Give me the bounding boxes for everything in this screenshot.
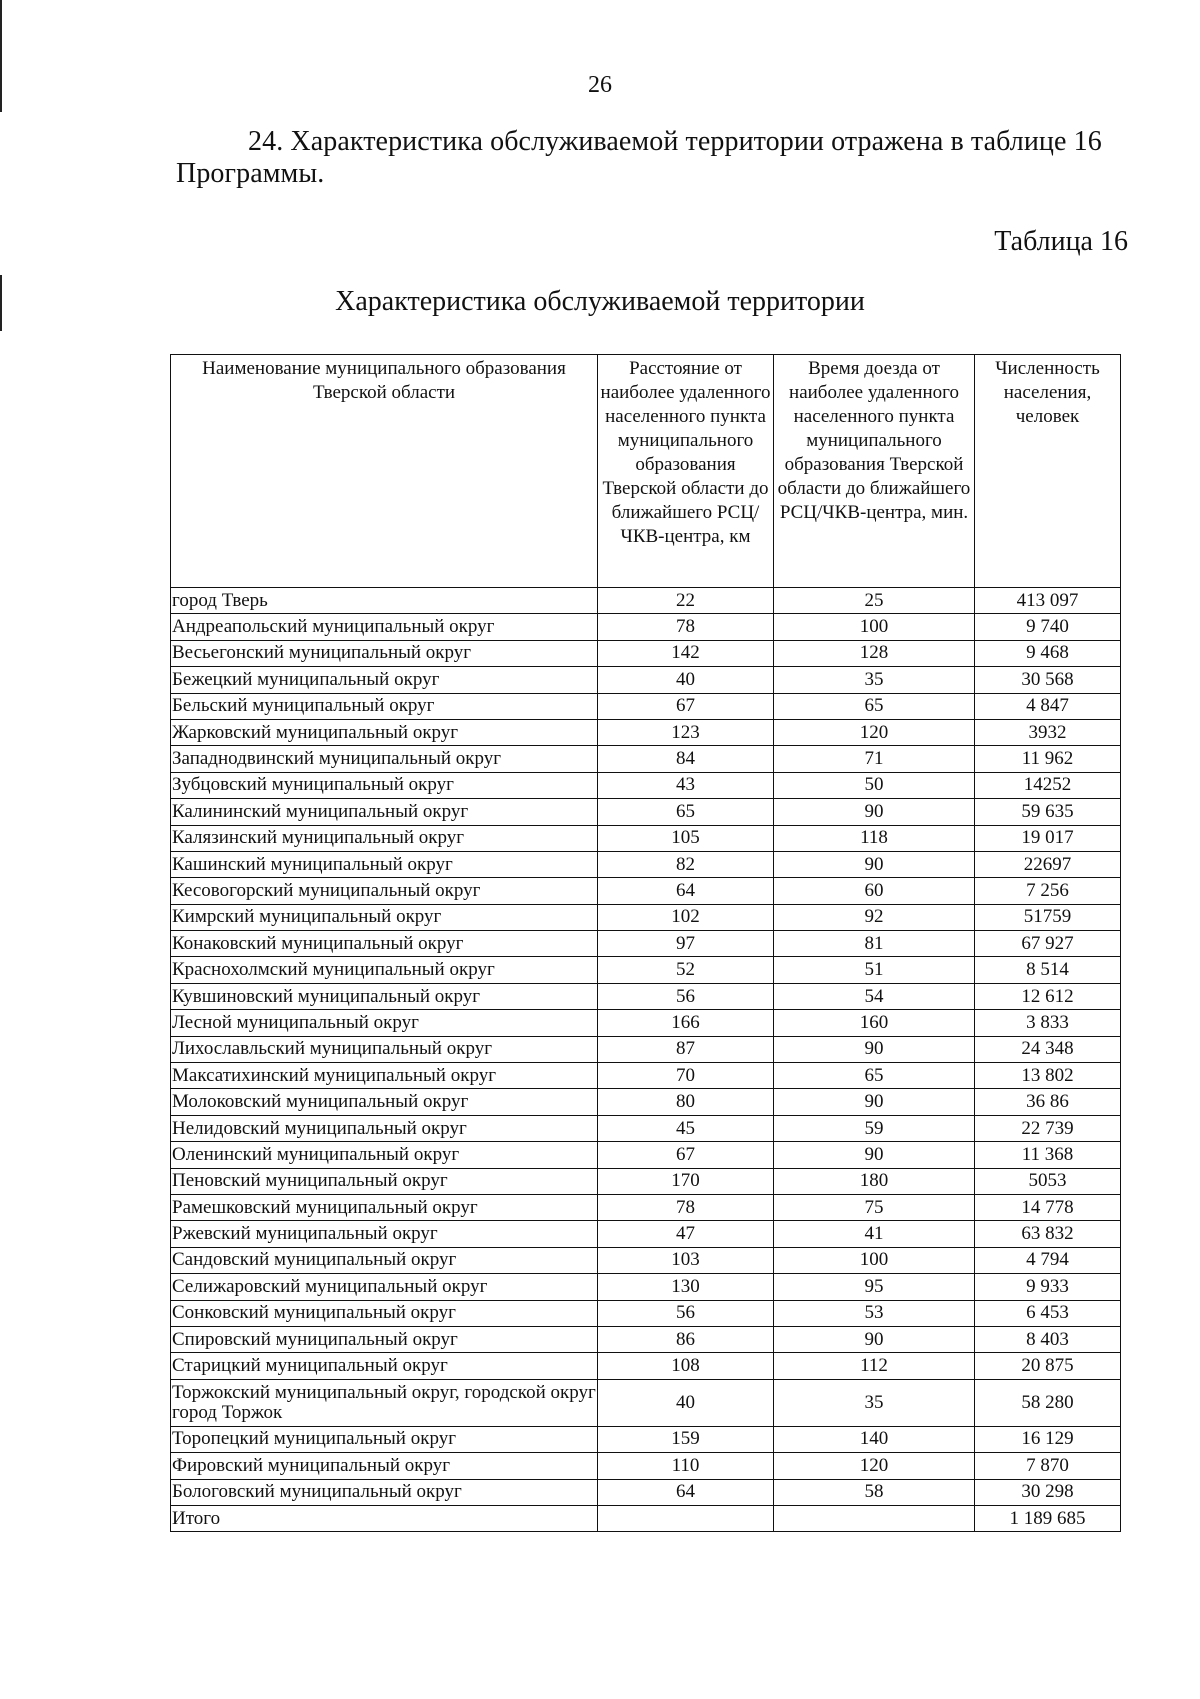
- distance-cell: 166: [598, 1010, 774, 1036]
- travel-time-cell: 59: [774, 1115, 975, 1141]
- distance-cell: 56: [598, 1300, 774, 1326]
- distance-cell: 67: [598, 693, 774, 719]
- municipality-cell: Кашинский муниципальный округ: [171, 851, 598, 877]
- table-row: [171, 1036, 1121, 1062]
- table-row: [171, 825, 1121, 851]
- distance-cell: 86: [598, 1326, 774, 1352]
- distance-cell: 47: [598, 1221, 774, 1247]
- municipality-cell: Молоковский муниципальный округ: [171, 1089, 598, 1115]
- travel-time-cell: 90: [774, 1089, 975, 1115]
- travel-time-cell: 60: [774, 878, 975, 904]
- table-label: Таблица 16: [994, 226, 1128, 257]
- population-cell: 30 298: [975, 1479, 1121, 1505]
- table-row: [171, 1063, 1121, 1089]
- municipality-cell: Бельский муниципальный округ: [171, 693, 598, 719]
- population-cell: 63 832: [975, 1221, 1121, 1247]
- distance-cell: 80: [598, 1089, 774, 1115]
- travel-time-cell: 140: [774, 1426, 975, 1452]
- table-row: [171, 1379, 1121, 1426]
- municipality-cell: Селижаровский муниципальный округ: [171, 1274, 598, 1300]
- travel-time-cell: 50: [774, 772, 975, 798]
- travel-time-cell: 112: [774, 1353, 975, 1379]
- municipality-cell: Торжокский муниципальный округ, городской округ город Торжок: [171, 1379, 598, 1426]
- municipality-cell: Жарковский муниципальный округ: [171, 719, 598, 745]
- distance-cell: 43: [598, 772, 774, 798]
- distance-cell: 170: [598, 1168, 774, 1194]
- travel-time-cell: 65: [774, 693, 975, 719]
- population-cell: 19 017: [975, 825, 1121, 851]
- municipality-cell: Калининский муниципальный округ: [171, 799, 598, 825]
- municipality-cell: Торопецкий муниципальный округ: [171, 1426, 598, 1452]
- distance-cell: 130: [598, 1274, 774, 1300]
- travel-time-cell: 35: [774, 667, 975, 693]
- distance-cell: 40: [598, 1379, 774, 1426]
- table-row: [171, 1089, 1121, 1115]
- table-row: [171, 799, 1121, 825]
- table-row: [171, 667, 1121, 693]
- distance-cell: 82: [598, 851, 774, 877]
- population-cell: 3 833: [975, 1010, 1121, 1036]
- population-cell: 22697: [975, 851, 1121, 877]
- table-body: [171, 588, 1121, 1532]
- municipality-cell: Итого: [171, 1505, 598, 1531]
- municipality-cell: Бежецкий муниципальный округ: [171, 667, 598, 693]
- population-cell: 8 403: [975, 1326, 1121, 1352]
- municipality-cell: Фировский муниципальный округ: [171, 1453, 598, 1479]
- table-row: [171, 931, 1121, 957]
- municipality-cell: Бологовский муниципальный округ: [171, 1479, 598, 1505]
- population-cell: 51759: [975, 904, 1121, 930]
- municipality-cell: Пеновский муниципальный округ: [171, 1168, 598, 1194]
- travel-time-cell: 100: [774, 614, 975, 640]
- population-cell: 58 280: [975, 1379, 1121, 1426]
- table-row: [171, 1326, 1121, 1352]
- distance-cell: 78: [598, 614, 774, 640]
- table-row: [171, 746, 1121, 772]
- distance-cell: 87: [598, 1036, 774, 1062]
- travel-time-cell: 25: [774, 588, 975, 614]
- column-header-distance: Расстояние от наиболее удаленного населенного пункта муниципального образования Тверской области до ближайшего РСЦ/ЧКВ-центра, км: [598, 355, 774, 588]
- travel-time-cell: 51: [774, 957, 975, 983]
- municipality-cell: Старицкий муниципальный округ: [171, 1353, 598, 1379]
- travel-time-cell: 53: [774, 1300, 975, 1326]
- table-row: [171, 1353, 1121, 1379]
- travel-time-cell: 65: [774, 1063, 975, 1089]
- population-cell: 22 739: [975, 1115, 1121, 1141]
- distance-cell: 45: [598, 1115, 774, 1141]
- table-row: [171, 640, 1121, 666]
- table-row: [171, 1300, 1121, 1326]
- distance-cell: 64: [598, 878, 774, 904]
- column-header-travel-time: Время доезда от наиболее удаленного населенного пункта муниципального образования Тверской области до ближайшего РСЦ/ЧКВ-центра, мин.: [774, 355, 975, 588]
- travel-time-cell: 90: [774, 1036, 975, 1062]
- population-cell: 20 875: [975, 1353, 1121, 1379]
- municipality-cell: Кимрский муниципальный округ: [171, 904, 598, 930]
- distance-cell: 142: [598, 640, 774, 666]
- table-row: [171, 957, 1121, 983]
- table-row: [171, 851, 1121, 877]
- population-cell: 24 348: [975, 1036, 1121, 1062]
- distance-cell: 40: [598, 667, 774, 693]
- travel-time-cell: [774, 1505, 975, 1531]
- distance-cell: 70: [598, 1063, 774, 1089]
- population-cell: 7 870: [975, 1453, 1121, 1479]
- travel-time-cell: 120: [774, 719, 975, 745]
- travel-time-cell: 90: [774, 799, 975, 825]
- table-row: [171, 693, 1121, 719]
- distance-cell: 64: [598, 1479, 774, 1505]
- table-row: [171, 1010, 1121, 1036]
- municipality-cell: Краснохолмский муниципальный округ: [171, 957, 598, 983]
- municipality-cell: Спировский муниципальный округ: [171, 1326, 598, 1352]
- population-cell: 30 568: [975, 667, 1121, 693]
- table-total-row: [171, 1505, 1121, 1531]
- population-cell: 67 927: [975, 931, 1121, 957]
- municipality-cell: Рамешковский муниципальный округ: [171, 1194, 598, 1220]
- table-row: [171, 588, 1121, 614]
- municipality-cell: город Тверь: [171, 588, 598, 614]
- municipality-cell: Нелидовский муниципальный округ: [171, 1115, 598, 1141]
- travel-time-cell: 100: [774, 1247, 975, 1273]
- population-cell: 3932: [975, 719, 1121, 745]
- population-cell: 9 468: [975, 640, 1121, 666]
- population-cell: 5053: [975, 1168, 1121, 1194]
- municipality-cell: Ржевский муниципальный округ: [171, 1221, 598, 1247]
- distance-cell: 78: [598, 1194, 774, 1220]
- population-cell: 12 612: [975, 983, 1121, 1009]
- population-cell: 14252: [975, 772, 1121, 798]
- travel-time-cell: 75: [774, 1194, 975, 1220]
- travel-time-cell: 41: [774, 1221, 975, 1247]
- municipality-cell: Оленинский муниципальный округ: [171, 1142, 598, 1168]
- distance-cell: 110: [598, 1453, 774, 1479]
- travel-time-cell: 160: [774, 1010, 975, 1036]
- municipality-cell: Кувшиновский муниципальный округ: [171, 983, 598, 1009]
- municipality-cell: Весьегонский муниципальный округ: [171, 640, 598, 666]
- municipality-cell: Зубцовский муниципальный округ: [171, 772, 598, 798]
- table-row: [171, 1247, 1121, 1273]
- population-cell: 6 453: [975, 1300, 1121, 1326]
- travel-time-cell: 90: [774, 1326, 975, 1352]
- municipality-cell: Сонковский муниципальный округ: [171, 1300, 598, 1326]
- distance-cell: 97: [598, 931, 774, 957]
- population-cell: 4 847: [975, 693, 1121, 719]
- table-row: [171, 1142, 1121, 1168]
- travel-time-cell: 58: [774, 1479, 975, 1505]
- travel-time-cell: 71: [774, 746, 975, 772]
- table-row: [171, 1115, 1121, 1141]
- travel-time-cell: 92: [774, 904, 975, 930]
- distance-cell: 103: [598, 1247, 774, 1273]
- population-cell: 9 933: [975, 1274, 1121, 1300]
- municipality-cell: Западнодвинский муниципальный округ: [171, 746, 598, 772]
- distance-cell: [598, 1505, 774, 1531]
- table-row: [171, 983, 1121, 1009]
- table-row: [171, 878, 1121, 904]
- travel-time-cell: 180: [774, 1168, 975, 1194]
- travel-time-cell: 81: [774, 931, 975, 957]
- population-cell: 413 097: [975, 588, 1121, 614]
- municipality-cell: Андреапольский муниципальный округ: [171, 614, 598, 640]
- travel-time-cell: 54: [774, 983, 975, 1009]
- municipality-cell: Конаковский муниципальный округ: [171, 931, 598, 957]
- distance-cell: 105: [598, 825, 774, 851]
- municipality-cell: Лихославльский муниципальный округ: [171, 1036, 598, 1062]
- municipality-cell: Сандовский муниципальный округ: [171, 1247, 598, 1273]
- territory-table: [170, 354, 1121, 1532]
- municipality-cell: Лесной муниципальный округ: [171, 1010, 598, 1036]
- municipality-cell: Максатихинский муниципальный округ: [171, 1063, 598, 1089]
- population-cell: 9 740: [975, 614, 1121, 640]
- municipality-cell: Кесовогорский муниципальный округ: [171, 878, 598, 904]
- travel-time-cell: 95: [774, 1274, 975, 1300]
- table-row: [171, 1453, 1121, 1479]
- table-row: [171, 1426, 1121, 1452]
- page-number: 26: [588, 72, 612, 98]
- population-cell: 14 778: [975, 1194, 1121, 1220]
- population-cell: 11 962: [975, 746, 1121, 772]
- table-row: [171, 1221, 1121, 1247]
- table-row: [171, 904, 1121, 930]
- distance-cell: 56: [598, 983, 774, 1009]
- population-cell: 8 514: [975, 957, 1121, 983]
- distance-cell: 123: [598, 719, 774, 745]
- distance-cell: 67: [598, 1142, 774, 1168]
- table-row: [171, 772, 1121, 798]
- municipality-cell: Калязинский муниципальный округ: [171, 825, 598, 851]
- table-title: Характеристика обслуживаемой территории: [335, 286, 865, 317]
- table-row: [171, 614, 1121, 640]
- table-row: [171, 1479, 1121, 1505]
- population-cell: 11 368: [975, 1142, 1121, 1168]
- distance-cell: 65: [598, 799, 774, 825]
- distance-cell: 108: [598, 1353, 774, 1379]
- travel-time-cell: 90: [774, 1142, 975, 1168]
- population-cell: 16 129: [975, 1426, 1121, 1452]
- population-cell: 7 256: [975, 878, 1121, 904]
- table-row: [171, 1168, 1121, 1194]
- travel-time-cell: 128: [774, 640, 975, 666]
- distance-cell: 22: [598, 588, 774, 614]
- table-row: [171, 1274, 1121, 1300]
- travel-time-cell: 118: [774, 825, 975, 851]
- table-header-row: [171, 355, 1121, 588]
- population-cell: 59 635: [975, 799, 1121, 825]
- population-cell: 1 189 685: [975, 1505, 1121, 1531]
- population-cell: 36 86: [975, 1089, 1121, 1115]
- travel-time-cell: 120: [774, 1453, 975, 1479]
- distance-cell: 84: [598, 746, 774, 772]
- table-row: [171, 1194, 1121, 1220]
- travel-time-cell: 90: [774, 851, 975, 877]
- travel-time-cell: 35: [774, 1379, 975, 1426]
- table-row: [171, 719, 1121, 745]
- column-header-municipality: Наименование муниципального образования Тверской области: [171, 355, 598, 588]
- column-header-population: Численность населения, человек: [975, 355, 1121, 588]
- distance-cell: 52: [598, 957, 774, 983]
- population-cell: 4 794: [975, 1247, 1121, 1273]
- distance-cell: 159: [598, 1426, 774, 1452]
- paragraph-24: 24. Характеристика обслуживаемой территории отражена в таблице 16 Программы.: [176, 126, 1102, 189]
- distance-cell: 102: [598, 904, 774, 930]
- population-cell: 13 802: [975, 1063, 1121, 1089]
